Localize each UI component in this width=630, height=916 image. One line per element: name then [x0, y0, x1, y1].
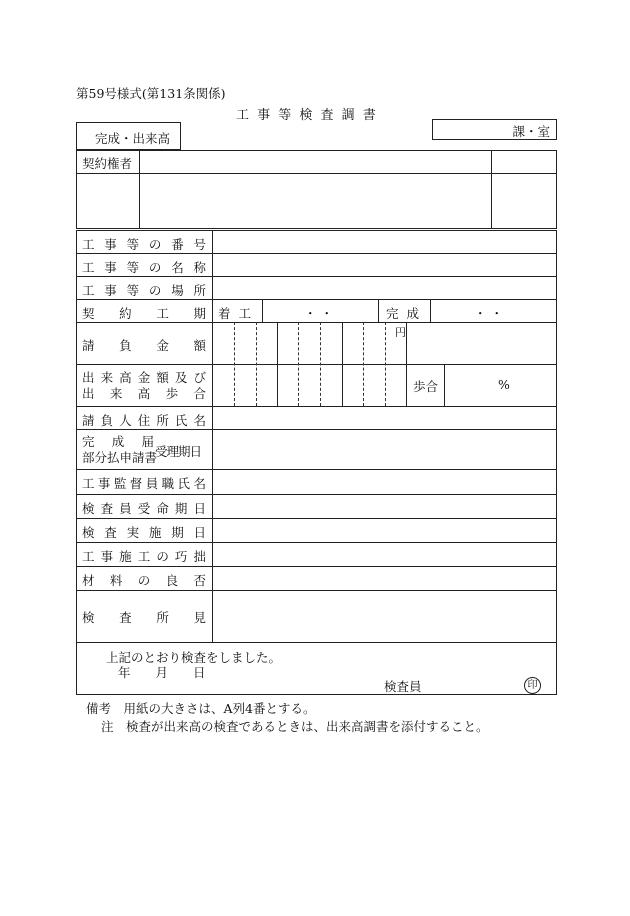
divider: [76, 276, 557, 277]
report-line2: 部分払申請書: [82, 450, 158, 465]
digit-divider: [298, 322, 299, 406]
divider: [76, 364, 557, 365]
digit-divider: [234, 322, 235, 406]
type-box: [76, 122, 181, 150]
contract-period-label: 契約工期: [82, 306, 206, 321]
divider: [76, 429, 557, 430]
report-received-label: 受理期日: [155, 444, 202, 459]
findings-label: 検査所見: [82, 610, 206, 625]
digit-divider: [256, 322, 257, 406]
divider: [378, 299, 379, 322]
type-label: 完成・出来高: [95, 131, 171, 146]
progress-amount-label: [76, 370, 212, 402]
start-date-separators: ・ ・: [304, 306, 333, 321]
divider: [139, 150, 140, 229]
divider: [76, 322, 557, 323]
label-column-divider: [212, 230, 213, 642]
divider: [76, 566, 557, 567]
contract-holder-label: 契約権者: [82, 156, 133, 171]
report-label: [82, 434, 158, 466]
digit-divider: [342, 322, 343, 406]
progress-amount-line1: 出来高金額及び: [82, 370, 206, 385]
digit-divider: [363, 322, 364, 406]
contractor-label: 請負人住所氏名: [82, 413, 206, 428]
divider: [76, 253, 557, 254]
contract-amount-label: 請負金額: [82, 338, 206, 353]
divider: [444, 364, 445, 406]
divider: [76, 518, 557, 519]
form-number: 第59号様式(第131条関係): [76, 86, 226, 101]
percent-sign: %: [498, 377, 510, 392]
page-title: 工 事 等 検 査 調 書: [236, 108, 378, 123]
remarks-note: 備考 用紙の大きさは、A列4番とする。: [86, 701, 316, 716]
divider: [76, 642, 557, 643]
digit-divider: [320, 322, 321, 406]
seal-icon: 印: [524, 677, 541, 694]
divider: [76, 494, 557, 495]
work-number-label: 工事等の番号: [82, 237, 206, 252]
attachment-note: 注 検査が出来高の検査であるときは、出来高調書を添付すること。: [101, 719, 489, 734]
progress-rate-label: 歩合: [413, 379, 439, 394]
divider: [76, 406, 557, 407]
completion-label: 完成: [386, 306, 428, 321]
divider: [76, 299, 557, 300]
completion-date-separators: ・ ・: [474, 306, 503, 321]
digit-divider: [385, 322, 386, 406]
divider: [76, 542, 557, 543]
digit-divider: [277, 322, 278, 406]
divider: [262, 299, 263, 322]
divider: [430, 299, 431, 322]
work-name-label: 工事等の名称: [82, 260, 206, 275]
materials-label: 材料の良否: [82, 573, 206, 588]
yen-unit: 円: [395, 326, 406, 339]
dept-label: 課・室: [512, 124, 550, 139]
contract-holder-block: [76, 150, 557, 229]
workmanship-label: 工事施工の巧拙: [82, 549, 206, 564]
inspection-date-label: 検査実施期日: [82, 525, 206, 540]
divider: [76, 469, 557, 470]
supervisor-label: 工事監督員職氏名: [82, 476, 206, 491]
certification-statement: 上記のとおり検査をしました。: [106, 650, 282, 665]
inspector-label: 検査員: [384, 679, 422, 694]
dept-box: [432, 119, 557, 140]
certification-date: 年 月 日: [118, 665, 206, 680]
start-label: 着工: [218, 306, 260, 321]
divider: [491, 150, 492, 229]
progress-amount-line2: 出来高歩合: [82, 386, 206, 401]
digit-divider: [406, 322, 407, 406]
report-line1: 完成届: [82, 434, 154, 449]
divider: [76, 590, 557, 591]
inspector-order-date-label: 検査員受命期日: [82, 501, 206, 516]
work-place-label: 工事等の場所: [82, 283, 206, 298]
divider: [76, 173, 557, 174]
